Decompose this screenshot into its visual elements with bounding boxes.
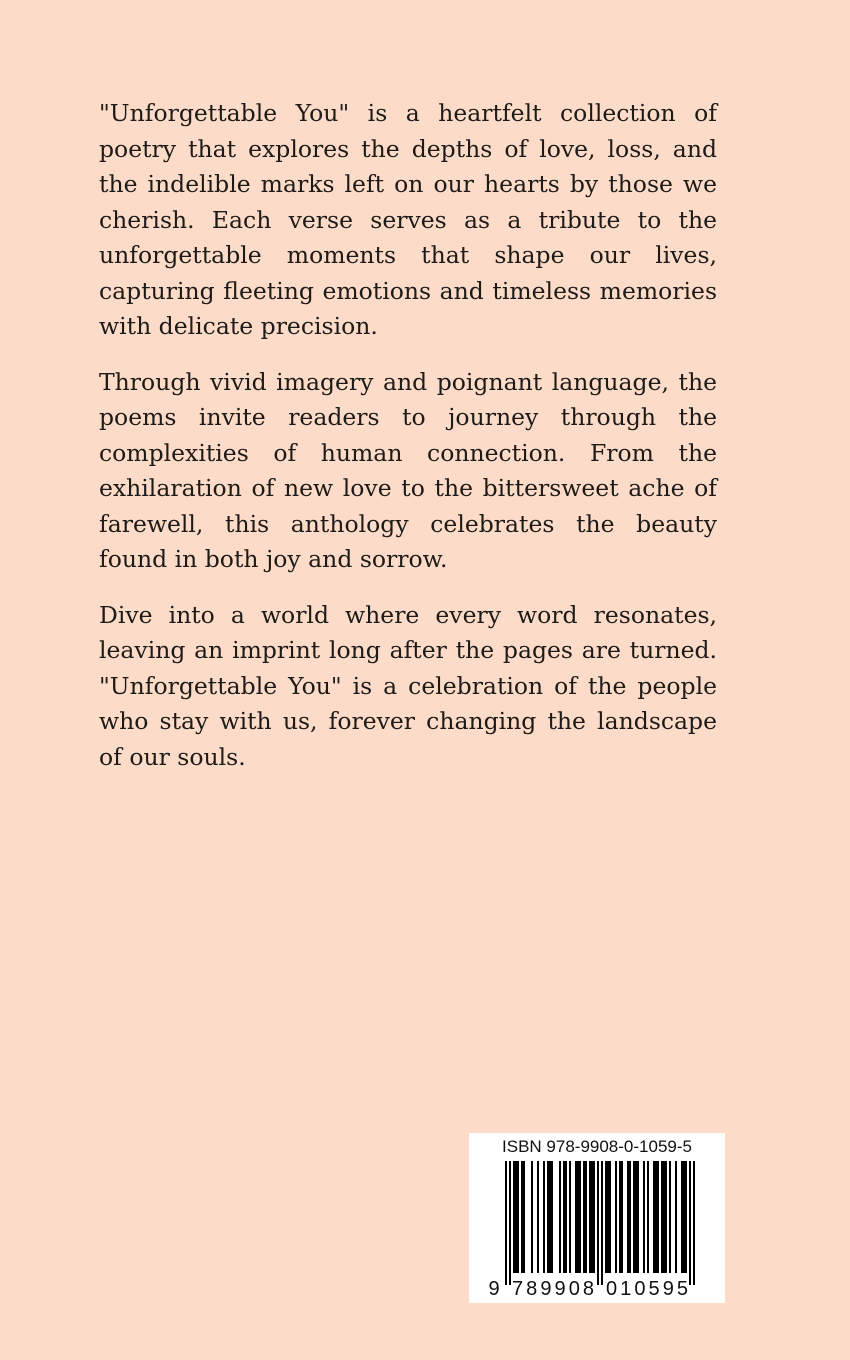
barcode-bar — [515, 1161, 517, 1273]
barcode-bar — [577, 1161, 579, 1273]
barcode-bar — [509, 1161, 511, 1285]
barcode-bar — [633, 1161, 635, 1273]
barcode-bar — [549, 1161, 551, 1273]
barcode-bar — [589, 1161, 591, 1273]
barcode-bar — [619, 1161, 621, 1273]
barcode-bar — [601, 1161, 603, 1285]
barcode-bar — [609, 1161, 611, 1273]
barcode-bar — [559, 1161, 561, 1273]
barcode-bar — [621, 1161, 623, 1273]
barcode-bar — [629, 1161, 631, 1273]
barcode-bar — [593, 1161, 595, 1273]
blurb-paragraph-2: Through vivid imagery and poignant language, the poems invite readers to journey through the complexities of human connection. From the exhilaration of new love to the bittersweet ache of farewell, this anthology celebrates the beauty found in both joy and sorrow. — [99, 367, 717, 573]
barcode-bar — [665, 1161, 667, 1273]
barcode-bar — [663, 1161, 665, 1273]
barcode-bar — [579, 1161, 581, 1273]
barcode-bar — [637, 1161, 639, 1273]
barcode-bar — [521, 1161, 523, 1273]
barcode-bar — [575, 1161, 577, 1273]
isbn-label: ISBN 978-9908-0-1059-5 — [502, 1137, 692, 1156]
barcode-bar — [683, 1161, 685, 1273]
barcode-bar — [537, 1161, 539, 1273]
barcode-bar — [563, 1161, 565, 1273]
barcode-bar — [689, 1161, 691, 1285]
blurb-text — [99, 96, 717, 795]
barcode-bar — [681, 1161, 683, 1273]
barcode-bar — [569, 1161, 571, 1273]
barcode-bar — [543, 1161, 545, 1273]
blurb-paragraph-3: Dive into a world where every word resonates, leaving an imprint long after the pages are turned. "Unforgettable You" is a celebration of the people who stay with us, forever changing the landscape of our souls. — [99, 600, 717, 771]
barcode-bar — [605, 1161, 607, 1273]
barcode-bar — [653, 1161, 655, 1273]
barcode-bar — [531, 1161, 533, 1273]
barcode-bar — [693, 1161, 695, 1285]
blurb-paragraph-1: "Unforgettable You" is a heartfelt collection of poetry that explores the depths of love, loss, and the indelible marks left on our hearts by those we cherish. Each verse serves as a tribute to the unforgettable moments that shape our lives, capturing fleeting emotions and timeless memories with delicate precision. — [99, 99, 717, 340]
barcode-bar — [661, 1161, 663, 1273]
barcode-bar — [627, 1161, 629, 1273]
barcode-bar — [513, 1161, 515, 1273]
barcode-bar — [547, 1161, 549, 1273]
barcode-bar — [675, 1161, 677, 1273]
barcode-bar — [551, 1161, 553, 1273]
barcode-bar — [585, 1161, 587, 1273]
barcode-digits-left: 789908 — [512, 1278, 594, 1300]
barcode-digit-first: 9 — [488, 1278, 500, 1300]
barcode-bar — [647, 1161, 649, 1273]
barcode-bar — [505, 1161, 507, 1285]
barcode-bar — [517, 1161, 519, 1273]
barcode-bar — [591, 1161, 593, 1273]
barcode-bar — [643, 1161, 645, 1273]
barcode-bar — [657, 1161, 659, 1273]
barcode-graphic — [469, 1133, 725, 1303]
barcode-bar — [685, 1161, 687, 1273]
barcode-bar — [523, 1161, 525, 1273]
barcode-bar — [615, 1161, 617, 1273]
barcode-bars — [505, 1161, 695, 1285]
barcode-bar — [607, 1161, 609, 1273]
barcode-bar — [669, 1161, 671, 1273]
isbn-barcode — [469, 1133, 725, 1303]
barcode-bar — [655, 1161, 657, 1273]
barcode-bar — [635, 1161, 637, 1273]
barcode-bar — [597, 1161, 599, 1285]
barcode-bar — [583, 1161, 585, 1273]
barcode-bar — [565, 1161, 567, 1273]
barcode-digits-right: 010595 — [606, 1278, 688, 1300]
